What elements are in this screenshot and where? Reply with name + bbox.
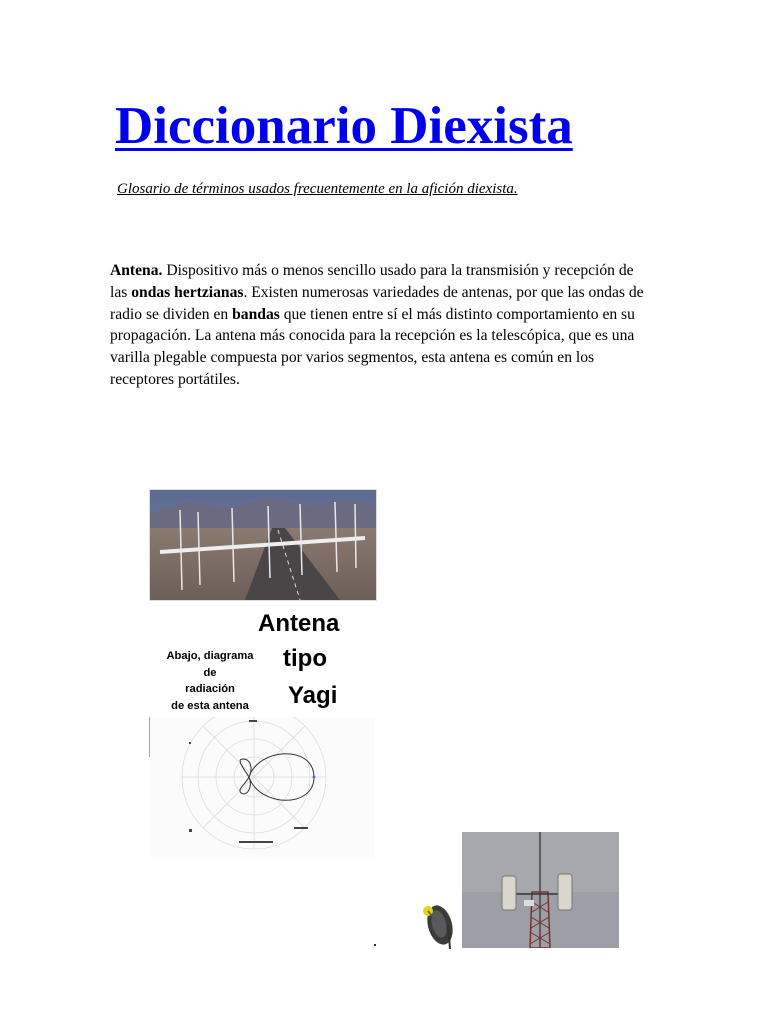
entry-text-1: Dispositivo más o menos sencillo usado para la transmisión y recepción de las (110, 262, 634, 301)
dish-antenna-icon (418, 895, 458, 951)
radiation-pattern-diagram (149, 717, 375, 857)
glossary-entry (110, 260, 650, 391)
entry-bold-1: ondas hertzianas (131, 283, 244, 301)
caption-line: de esta antena (171, 699, 249, 712)
diagram-caption (150, 648, 270, 714)
entry-term: Antena. (110, 262, 163, 279)
caption-line: de (203, 666, 217, 679)
caption-line: Abajo, diagrama (166, 650, 254, 662)
caption-tipo: tipo (283, 645, 327, 672)
entry-text-3: que tienen entre sí el más distinto comportamiento en su propagación. La antena más conocida para la recepción es la telescópica, que es una varilla plegable compuesta por varios segmentos, esta antena es común en los receptores portátiles. (110, 305, 635, 388)
stray-dot (374, 944, 376, 946)
yagi-antenna-photo (149, 489, 377, 601)
entry-bold-2: bandas (232, 305, 280, 323)
antenna-tower-photo (462, 832, 619, 948)
entry-text-2: . Existen numerosas variedades de antenas, por que las ondas de radio se dividen en (110, 283, 644, 323)
caption-line: radiación (185, 683, 235, 695)
subtitle: Glosario de términos usados frecuentemente en la afición diexista. (117, 181, 518, 197)
caption-yagi: Yagi (288, 682, 338, 709)
caption-antena: Antena (258, 610, 340, 637)
page-title[interactable]: Diccionario Diexista (115, 97, 573, 155)
